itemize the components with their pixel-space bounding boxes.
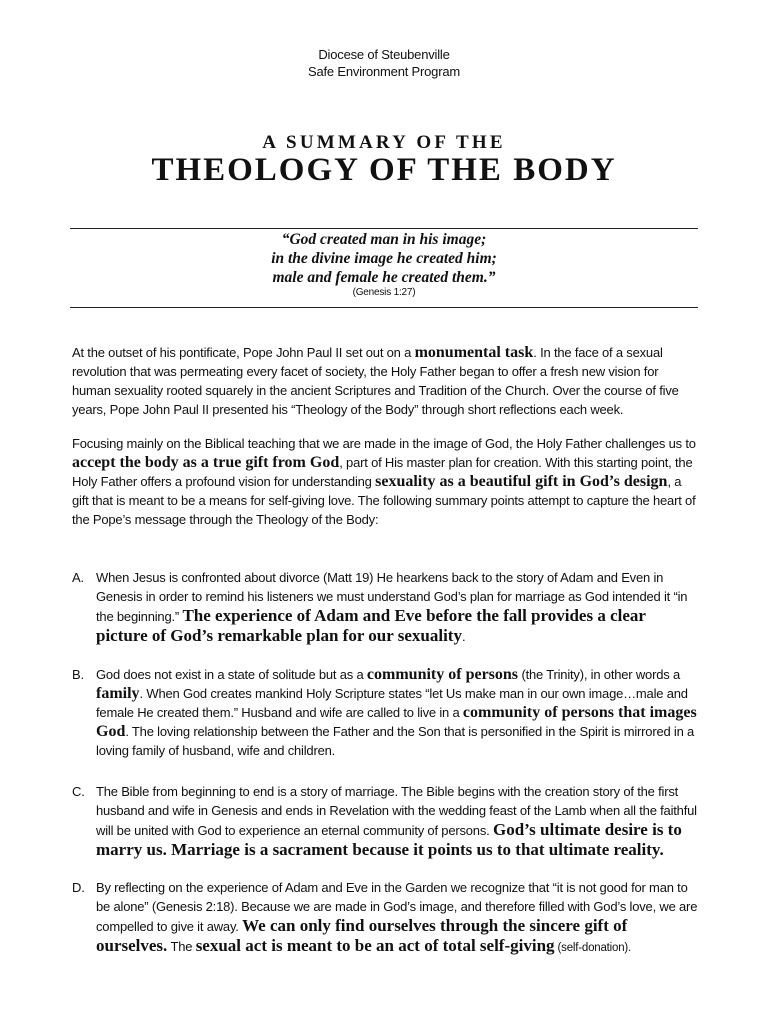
point-d-emphasis-2: sexual act is meant to be an act of total self-giving [195, 936, 555, 955]
intro-p1-emphasis: monumental task [414, 344, 534, 361]
quote-citation: (Genesis 1:27) [352, 287, 416, 298]
point-b-text-b: (the Trinity), in other words a [518, 667, 680, 682]
page-title: THEOLOGY OF THE BODY [151, 152, 617, 188]
point-b-emphasis-3: community of persons that images God [96, 704, 697, 740]
point-d-emphasis-1: We can only find ourselves through the sincere gift of ourselves. [96, 916, 628, 955]
point-c-emphasis: God’s ultimate desire is to marry us. Marriage is a sacrament because it points us to that ultimate reality. [96, 820, 682, 859]
point-b-text-d: . The loving relationship between the Father and the Son that is personified in the Spirit is mirrored in a loving family of husband, wife and children. [96, 724, 695, 758]
quote-top-rule [70, 228, 698, 229]
point-d-text-b: The [167, 939, 196, 954]
summary-point-b [72, 665, 700, 760]
quote-bottom-rule [70, 307, 698, 308]
point-c-text-a: The Bible from beginning to end is a story of marriage. The Bible begins with the creation story of the first husband and wife in Genesis and ends in Revelation with the wedding feast of the Lamb when all the faithful will be united with God to experience an eternal community of persons. [96, 784, 697, 838]
summary-point-a [72, 568, 700, 646]
point-marker: B. [72, 667, 84, 682]
diocese-name: Diocese of Steubenville [318, 47, 450, 62]
quote-line-2: in the divine image he created him; [271, 250, 497, 267]
point-d-text-c: (self-donation). [554, 942, 632, 954]
quote-line-1: “God created man in his image; [281, 231, 487, 248]
intro-paragraph-1 [72, 343, 700, 419]
quote-line-3: male and female he created them.” [272, 269, 496, 286]
point-b-emphasis-2: family [96, 685, 140, 702]
summary-point-c [72, 782, 700, 860]
summary-point-d [72, 878, 700, 958]
intro-p2-text-c: , a gift that is meant to be a means for self-giving love. The following summary points attempt to capture the heart of the Pope’s message through the Theology of the Body: [72, 474, 696, 527]
intro-p2-emphasis-1: accept the body as a true gift from God [72, 454, 340, 471]
intro-p1-text-a: At the outset of his pontificate, Pope John Paul II set out on a [72, 345, 415, 360]
point-marker: D. [72, 880, 85, 895]
intro-paragraph-2 [72, 434, 700, 529]
program-name: Safe Environment Program [308, 64, 460, 79]
point-a-emphasis: The experience of Adam and Eve before the fall provides a clear picture of God’s remarkable plan for our sexuality [96, 606, 646, 645]
point-body [96, 568, 700, 646]
point-body [96, 878, 700, 958]
point-b-text-a: God does not exist in a state of solitude but as a [96, 667, 367, 682]
point-marker: A. [72, 570, 84, 585]
point-b-text-c: . When God creates mankind Holy Scripture states “let Us make man in our own image…male and female He created them.” Husband and wife are called to live in a [96, 686, 688, 720]
point-a-text-b: . [461, 629, 466, 644]
intro-p2-text-a: Focusing mainly on the Biblical teaching that we are made in the image of God, the Holy Father challenges us to [72, 436, 696, 451]
point-d-text-a: By reflecting on the experience of Adam and Eve in the Garden we recognize that “it is not good for man to be alone” (Genesis 2:18). Because we are made in God’s image, and therefore filled with God’s love, we are compelled to give it away. [96, 880, 698, 934]
point-body [96, 665, 700, 760]
intro-p2-text-b: , part of His master plan for creation. With this starting point, the Holy Father offers a profound vision for understanding [72, 455, 693, 489]
point-body [96, 782, 700, 860]
point-b-emphasis-1: community of persons [366, 666, 519, 683]
intro-p1-text-b: . In the face of a sexual revolution that was permeating every facet of society, the Holy Father began to offer a fresh new vision for human sexuality rooted squarely in the ancient Scriptures and Tradition of the Church. Over the course of five years, Pope John Paul II presented his “Theology of the Body” through short reflections each week. [72, 345, 679, 417]
scripture-quote [0, 230, 768, 299]
intro-p2-emphasis-2: sexuality as a beautiful gift in God’s design [375, 473, 668, 490]
document-header [0, 46, 768, 80]
point-a-text-a: When Jesus is confronted about divorce (Matt 19) He hearkens back to the story of Adam and Even in Genesis in order to remind his listeners we must understand God’s plan for marriage as God intended it “in the beginning.” [96, 570, 688, 624]
title-kicker: A SUMMARY OF THE [262, 132, 506, 153]
point-marker: C. [72, 784, 85, 799]
